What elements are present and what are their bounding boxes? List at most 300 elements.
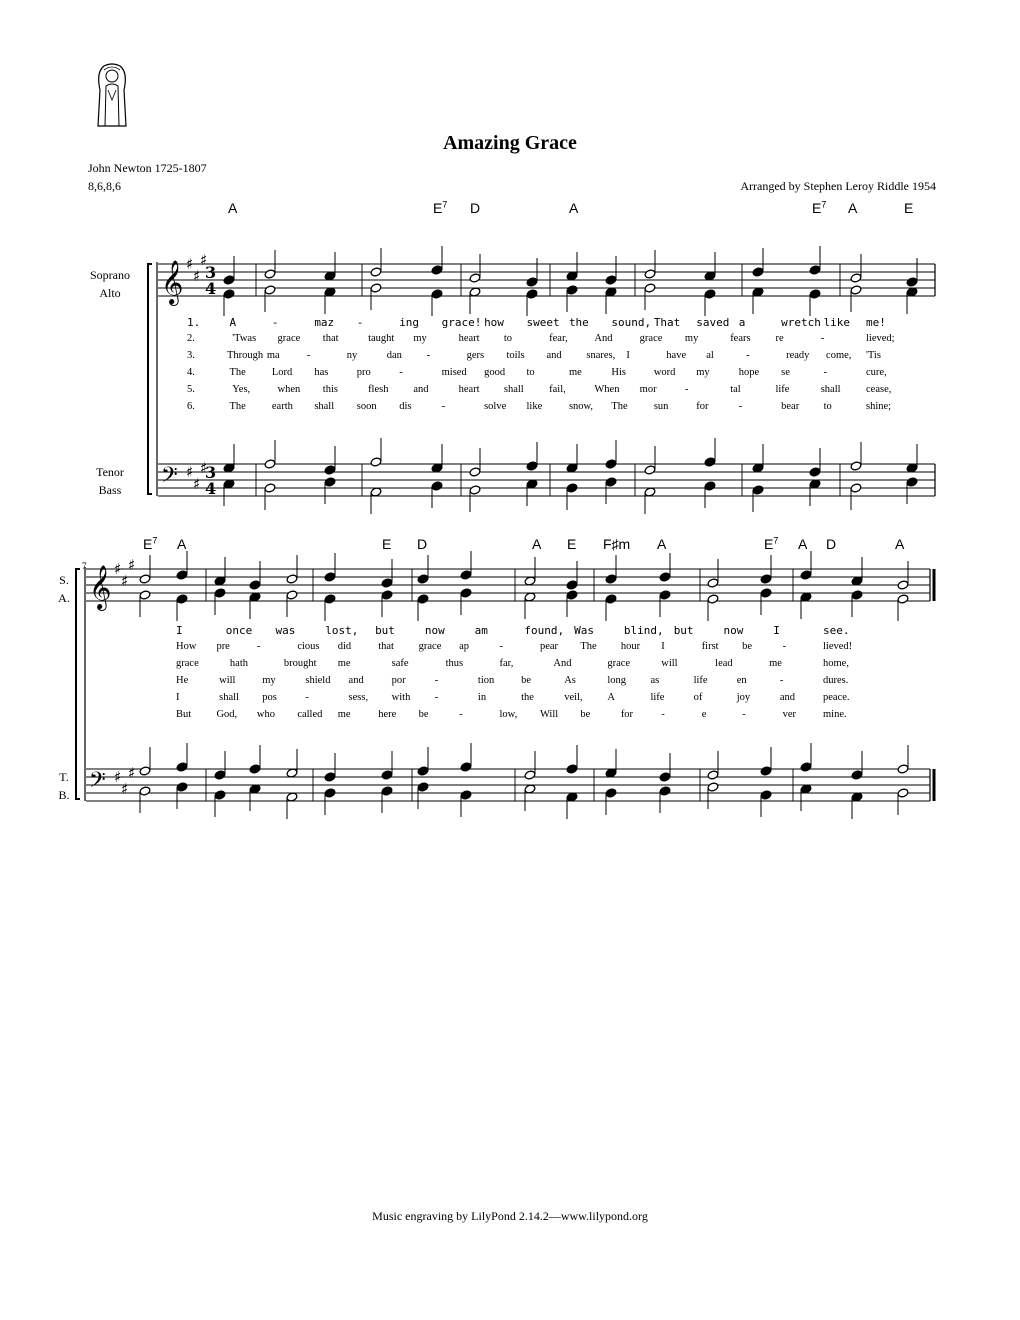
lyric-syllable: taught — [368, 333, 395, 344]
lyric-syllable: His — [611, 367, 626, 378]
note-head — [605, 459, 617, 469]
sharp-sign: ♯ — [114, 768, 122, 786]
note-head — [605, 477, 617, 487]
sharp-sign: ♯ — [186, 463, 194, 481]
note-head — [264, 483, 276, 493]
bass-clef: 𝄢 — [89, 768, 106, 798]
lyric-syllable: long — [607, 675, 626, 686]
note-head — [214, 770, 226, 780]
sharp-sign: ♯ — [128, 764, 136, 782]
lyric-syllable: grace — [639, 333, 663, 344]
note-head — [644, 465, 656, 475]
lyric-syllable: be — [418, 709, 429, 720]
lyric-syllable: Through — [226, 350, 264, 361]
meter-text: 8,6,8,6 — [88, 179, 121, 193]
lyric-syllable: to — [503, 333, 513, 344]
lyric-verse-4 — [0, 367, 1020, 383]
note-head — [381, 590, 393, 600]
lyric-syllable: gers — [466, 350, 485, 361]
lyric-syllable: joy — [736, 692, 751, 703]
note-head — [324, 465, 336, 475]
lyric-syllable: my — [413, 333, 427, 344]
lyric-verse-3 — [0, 658, 1020, 674]
chord-symbol: D — [417, 536, 428, 552]
note-head — [809, 289, 821, 299]
lyric-syllable: my — [262, 675, 276, 686]
note-head — [381, 578, 393, 588]
lyric-syllable: fear, — [549, 333, 568, 344]
lyric-syllable: - — [823, 367, 828, 378]
lyric-syllable: in — [477, 692, 487, 703]
arranger-credit: Arranged by Stephen Leroy Riddle 1954 — [740, 179, 936, 193]
lyric-syllable: - — [426, 350, 431, 361]
lyric-syllable: when — [277, 384, 301, 395]
lyric-syllable: - — [306, 350, 311, 361]
note-head — [851, 590, 863, 600]
lyric-syllable: once — [225, 624, 253, 637]
lyric-syllable: ing — [399, 316, 420, 329]
note-head — [286, 574, 298, 584]
lyric-syllable: 'Tis — [866, 350, 881, 361]
sharp-sign: ♯ — [128, 556, 136, 574]
lyric-verse-1 — [0, 316, 1020, 332]
note-head — [176, 762, 188, 772]
lyric-syllable: - — [434, 675, 439, 686]
note-head — [906, 277, 918, 287]
lyric-verse-5 — [0, 384, 1020, 400]
note-head — [644, 269, 656, 279]
lyric-syllable: blind, — [623, 624, 664, 637]
note-head — [659, 772, 671, 782]
note-head — [704, 289, 716, 299]
lyric-syllable: me — [769, 658, 782, 669]
lyric-syllable: A — [607, 692, 615, 703]
staff-label-text: Tenor — [96, 465, 124, 479]
note-head — [324, 477, 336, 487]
lyric-syllable: sun — [653, 401, 669, 412]
lyric-syllable: fears — [730, 333, 751, 344]
sharp-sign: ♯ — [193, 475, 201, 493]
lyric-syllable: to — [526, 367, 535, 378]
lyric-syllable: shine; — [866, 401, 892, 412]
lyric-syllable: lost, — [325, 624, 359, 637]
note-head — [139, 590, 151, 600]
lyric-syllable: my — [696, 367, 710, 378]
note-head — [760, 790, 772, 800]
note-head — [704, 481, 716, 491]
note-head — [605, 594, 617, 604]
lyric-syllable: - — [738, 401, 743, 412]
note-head — [566, 483, 578, 493]
lyric-syllable: As — [564, 675, 576, 686]
sharp-sign: ♯ — [186, 255, 194, 273]
note-head — [760, 574, 772, 584]
note-head — [370, 283, 382, 293]
time-signature-digit: 3 — [205, 463, 217, 482]
note-head — [605, 574, 617, 584]
time-signature-digit: 4 — [205, 279, 217, 298]
sharp-sign: ♯ — [200, 459, 208, 477]
chord-symbol: A — [657, 536, 667, 552]
lyric-syllable: Lord — [271, 367, 293, 378]
lyric-syllable: mine. — [823, 709, 847, 720]
lyric-syllable: al — [706, 350, 714, 361]
lyric-syllable: toils — [506, 350, 525, 361]
note-head — [176, 782, 188, 792]
chord-symbol: E — [904, 200, 914, 216]
staff-label-text: S. — [59, 573, 69, 587]
note-head — [760, 766, 772, 776]
note-head — [906, 477, 918, 487]
time-signature-digit: 4 — [205, 479, 217, 498]
sharp-sign: ♯ — [121, 780, 129, 798]
note-head — [264, 269, 276, 279]
lyric-syllable: solve — [484, 401, 507, 412]
lyric-syllable: have — [666, 350, 687, 361]
lyric-syllable: called — [297, 709, 323, 720]
lyric-syllable: hope — [738, 367, 760, 378]
chord-symbol: $E^7$ — [143, 535, 158, 552]
lyric-syllable: how — [484, 316, 504, 329]
treble-staff — [158, 246, 935, 316]
lyric-syllable: - — [820, 333, 825, 344]
lyric-syllable: snares, — [586, 350, 616, 361]
lyric-syllable: pre — [216, 641, 230, 652]
lyric-syllable: The — [580, 641, 597, 652]
note-head — [752, 267, 764, 277]
staff-label-text: T. — [59, 770, 69, 784]
note-head — [897, 594, 909, 604]
treble-clef: 𝄞 — [89, 565, 112, 609]
lyric-verse-2 — [0, 641, 1020, 657]
lyric-syllable: sweet — [526, 316, 560, 329]
lyric-syllable: to — [823, 401, 832, 412]
note-head — [286, 590, 298, 600]
note-head — [431, 265, 443, 275]
lyric-syllable: life — [693, 675, 708, 686]
lyric-syllable: se — [781, 367, 790, 378]
lyric-syllable: life — [650, 692, 665, 703]
note-head — [897, 580, 909, 590]
lyric-syllable: be — [521, 675, 531, 686]
lyric-syllable: good — [484, 367, 506, 378]
lyric-syllable: But — [176, 709, 192, 720]
note-head — [370, 267, 382, 277]
lyric-syllable: shield — [305, 675, 331, 686]
chord-symbol: D — [470, 200, 481, 216]
note-head — [704, 457, 716, 467]
lyric-syllable: cure, — [866, 367, 887, 378]
note-head — [223, 275, 235, 285]
note-head — [264, 285, 276, 295]
note-head — [214, 790, 226, 800]
note-head — [752, 485, 764, 495]
lyric-syllable: - — [742, 709, 746, 720]
lyric-syllable: dis — [399, 401, 412, 412]
lyric-syllable: my — [684, 333, 699, 344]
note-head — [851, 770, 863, 780]
lyric-syllable: The — [611, 401, 628, 412]
lyric-syllable: shall — [820, 384, 841, 395]
treble-clef: 𝄞 — [161, 260, 184, 304]
note-head — [139, 786, 151, 796]
lyric-syllable: pro — [356, 367, 371, 378]
note-head — [659, 786, 671, 796]
note-head — [223, 289, 235, 299]
lyric-syllable: en — [736, 675, 747, 686]
author-credit: John Newton 1725-1807 — [88, 161, 207, 175]
lyric-syllable: tal — [730, 384, 741, 395]
lyric-syllable: shall — [219, 692, 239, 703]
lyric-syllable: low, — [499, 709, 518, 720]
note-head — [659, 572, 671, 582]
lyric-verse-5 — [0, 692, 1020, 708]
lyric-syllable: like — [823, 316, 851, 329]
lyric-syllable: lieved; — [866, 333, 895, 344]
chord-symbol: D — [826, 536, 837, 552]
note-head — [566, 580, 578, 590]
lyric-syllable: por — [391, 675, 406, 686]
lyric-syllable: tion — [477, 675, 495, 686]
lyric-syllable: - — [256, 641, 261, 652]
lyric-syllable: veil, — [564, 692, 583, 703]
note-head — [370, 457, 382, 467]
note-head — [469, 467, 481, 477]
lyric-syllable: heart — [458, 384, 480, 395]
note-head — [566, 590, 578, 600]
chord-symbol: A — [532, 536, 542, 552]
note-head — [566, 764, 578, 774]
lyric-syllable: this — [322, 384, 338, 395]
note-head — [526, 461, 538, 471]
lyric-syllable: ver — [782, 709, 796, 720]
lyric-syllable: I — [661, 641, 665, 652]
lyric-syllable: wretch — [781, 316, 821, 329]
staff-label-text: Soprano — [90, 268, 130, 282]
note-head — [460, 790, 472, 800]
note-head — [605, 275, 617, 285]
lyric-syllable: grace — [277, 333, 301, 344]
sharp-sign: ♯ — [193, 267, 201, 285]
lyric-verse-3 — [0, 350, 1020, 366]
lyric-syllable: When — [594, 384, 620, 395]
lyric-syllable: has — [314, 367, 329, 378]
note-head — [324, 572, 336, 582]
lyric-syllable: lead — [715, 658, 733, 669]
chord-symbol: $E^7$ — [433, 199, 448, 216]
lyric-syllable: - — [356, 316, 364, 329]
lyric-syllable: ap — [459, 641, 469, 652]
note-head — [566, 285, 578, 295]
lyric-syllable: dures. — [823, 675, 849, 686]
lyric-syllable: I — [176, 692, 180, 703]
chord-symbol: F♯m — [603, 536, 631, 552]
measure-number: 7 — [82, 561, 87, 571]
note-head — [809, 467, 821, 477]
lyric-syllable: who — [256, 709, 275, 720]
time-signature-digit: 3 — [205, 263, 217, 282]
note-head — [659, 590, 671, 600]
lyric-syllable: thus — [445, 658, 464, 669]
sharp-sign: ♯ — [200, 251, 208, 269]
lyric-syllable: was — [275, 624, 296, 637]
lyric-syllable: found, — [524, 624, 565, 637]
lyric-syllable: me! — [866, 316, 886, 329]
note-head — [214, 588, 226, 598]
note-head — [800, 570, 812, 580]
lyric-syllable: 5. — [187, 384, 195, 395]
note-head — [760, 588, 772, 598]
lyric-verse-2 — [0, 333, 1020, 349]
lyric-syllable: brought — [283, 658, 317, 669]
lyric-syllable: cious — [297, 641, 320, 652]
lyric-syllable: here — [378, 709, 397, 720]
note-head — [417, 574, 429, 584]
lyric-syllable: bear — [781, 401, 800, 412]
note-head — [431, 289, 443, 299]
lyric-syllable: God, — [216, 709, 238, 720]
lyric-syllable: - — [399, 367, 403, 378]
lyric-syllable: - — [499, 641, 503, 652]
lyric-syllable: word — [653, 367, 676, 378]
lyric-syllable: me — [337, 709, 351, 720]
lyric-syllable: soon — [356, 401, 377, 412]
lyric-syllable: maz — [314, 316, 335, 329]
lyric-syllable: Will — [539, 709, 559, 720]
note-head — [605, 788, 617, 798]
lyric-syllable: 2. — [187, 333, 195, 344]
note-head — [526, 289, 538, 299]
note-head — [850, 483, 862, 493]
lyric-syllable: - — [441, 401, 446, 412]
note-head — [417, 594, 429, 604]
note-head — [800, 762, 812, 772]
lyric-syllable: me — [568, 367, 582, 378]
lyric-verse-6 — [0, 709, 1020, 725]
lyric-syllable: for — [620, 709, 634, 720]
note-head — [324, 594, 336, 604]
lyric-syllable: He — [176, 675, 189, 686]
lyric-syllable: grace — [607, 658, 631, 669]
staff-label-text: A. — [58, 591, 70, 605]
chord-symbol: E — [567, 536, 577, 552]
lyric-verse-1 — [0, 624, 1020, 640]
sharp-sign: ♯ — [121, 572, 129, 590]
staff-label-text: B. — [58, 788, 70, 802]
note-head — [526, 277, 538, 287]
engraving-footer: Music engraving by LilyPond 2.14.2—www.lilypond.org — [372, 1209, 648, 1223]
lyric-syllable: that — [378, 641, 394, 652]
lyric-syllable: heart — [458, 333, 480, 344]
chord-symbol: A — [228, 200, 238, 216]
lyric-syllable: I — [176, 624, 183, 637]
lyric-syllable: for — [696, 401, 709, 412]
lyric-syllable: lieved! — [823, 641, 853, 652]
note-head — [460, 570, 472, 580]
lyric-syllable: 1. — [187, 316, 201, 329]
lyric-syllable: 3. — [187, 350, 195, 361]
lyric-syllable: and — [546, 350, 562, 361]
lyric-syllable: - — [459, 709, 463, 720]
lyric-syllable: and — [413, 384, 429, 395]
note-head — [809, 265, 821, 275]
note-head — [139, 766, 151, 776]
lyric-verse-4 — [0, 675, 1020, 691]
lyric-syllable: sound, — [611, 316, 652, 329]
lyric-syllable: peace. — [823, 692, 850, 703]
chord-symbol: A — [895, 536, 905, 552]
lyric-syllable: will — [219, 675, 236, 686]
lyric-syllable: far, — [499, 658, 514, 669]
chord-symbol: A — [798, 536, 808, 552]
lyric-syllable: grace! — [441, 316, 482, 329]
note-head — [264, 459, 276, 469]
lyric-syllable: mised — [441, 367, 467, 378]
lyric-syllable: home, — [823, 658, 849, 669]
lyric-syllable: - — [271, 316, 279, 329]
lyric-syllable: 'Twas — [232, 333, 257, 344]
note-head — [417, 766, 429, 776]
chord-symbol: $E^7$ — [764, 535, 779, 552]
lyric-syllable: I — [626, 350, 630, 361]
lyric-syllable: - — [779, 675, 784, 686]
note-head — [897, 764, 909, 774]
lyric-syllable: - — [661, 709, 665, 720]
lyric-syllable: like — [526, 401, 543, 412]
lyric-syllable: and — [779, 692, 796, 703]
note-head — [707, 782, 719, 792]
chord-symbol: A — [177, 536, 187, 552]
note-head — [176, 594, 188, 604]
lyric-syllable: And — [594, 333, 613, 344]
lyric-syllable: A — [229, 316, 237, 329]
lyric-syllable: me — [337, 658, 351, 669]
lyric-syllable: re — [775, 333, 784, 344]
lyric-syllable: first — [701, 641, 719, 652]
lyric-syllable: safe — [391, 658, 409, 669]
lyric-syllable: shall — [314, 401, 335, 412]
note-head — [249, 764, 261, 774]
bass-staff — [158, 438, 935, 514]
angel-logo — [92, 60, 132, 130]
lyric-syllable: cease, — [866, 384, 892, 395]
note-head — [524, 770, 536, 780]
chord-symbol: E — [382, 536, 392, 552]
lyric-syllable: will — [661, 658, 678, 669]
lyric-syllable: come, — [826, 350, 852, 361]
lyric-syllable: How — [176, 641, 197, 652]
lyric-syllable: pos — [262, 692, 277, 703]
lyric-syllable: mor — [639, 384, 657, 395]
lyric-syllable: grace — [176, 658, 199, 669]
lyric-syllable: now — [424, 624, 445, 637]
lyric-syllable: see. — [823, 624, 850, 637]
lyric-syllable: hath — [229, 658, 248, 669]
lyric-syllable: am — [474, 624, 488, 637]
lyric-syllable: now — [723, 624, 744, 637]
bass-clef: 𝄢 — [161, 463, 178, 493]
lyric-syllable: Yes, — [232, 384, 251, 395]
lyric-syllable: - — [746, 350, 750, 361]
note-head — [469, 273, 481, 283]
lyric-syllable: e — [701, 709, 707, 720]
note-head — [460, 588, 472, 598]
lyric-syllable: - — [684, 384, 689, 395]
chord-symbol: A — [848, 200, 858, 216]
lyric-syllable: ny — [346, 350, 358, 361]
lyric-syllable: shall — [503, 384, 524, 395]
lyric-syllable: but — [375, 624, 395, 637]
